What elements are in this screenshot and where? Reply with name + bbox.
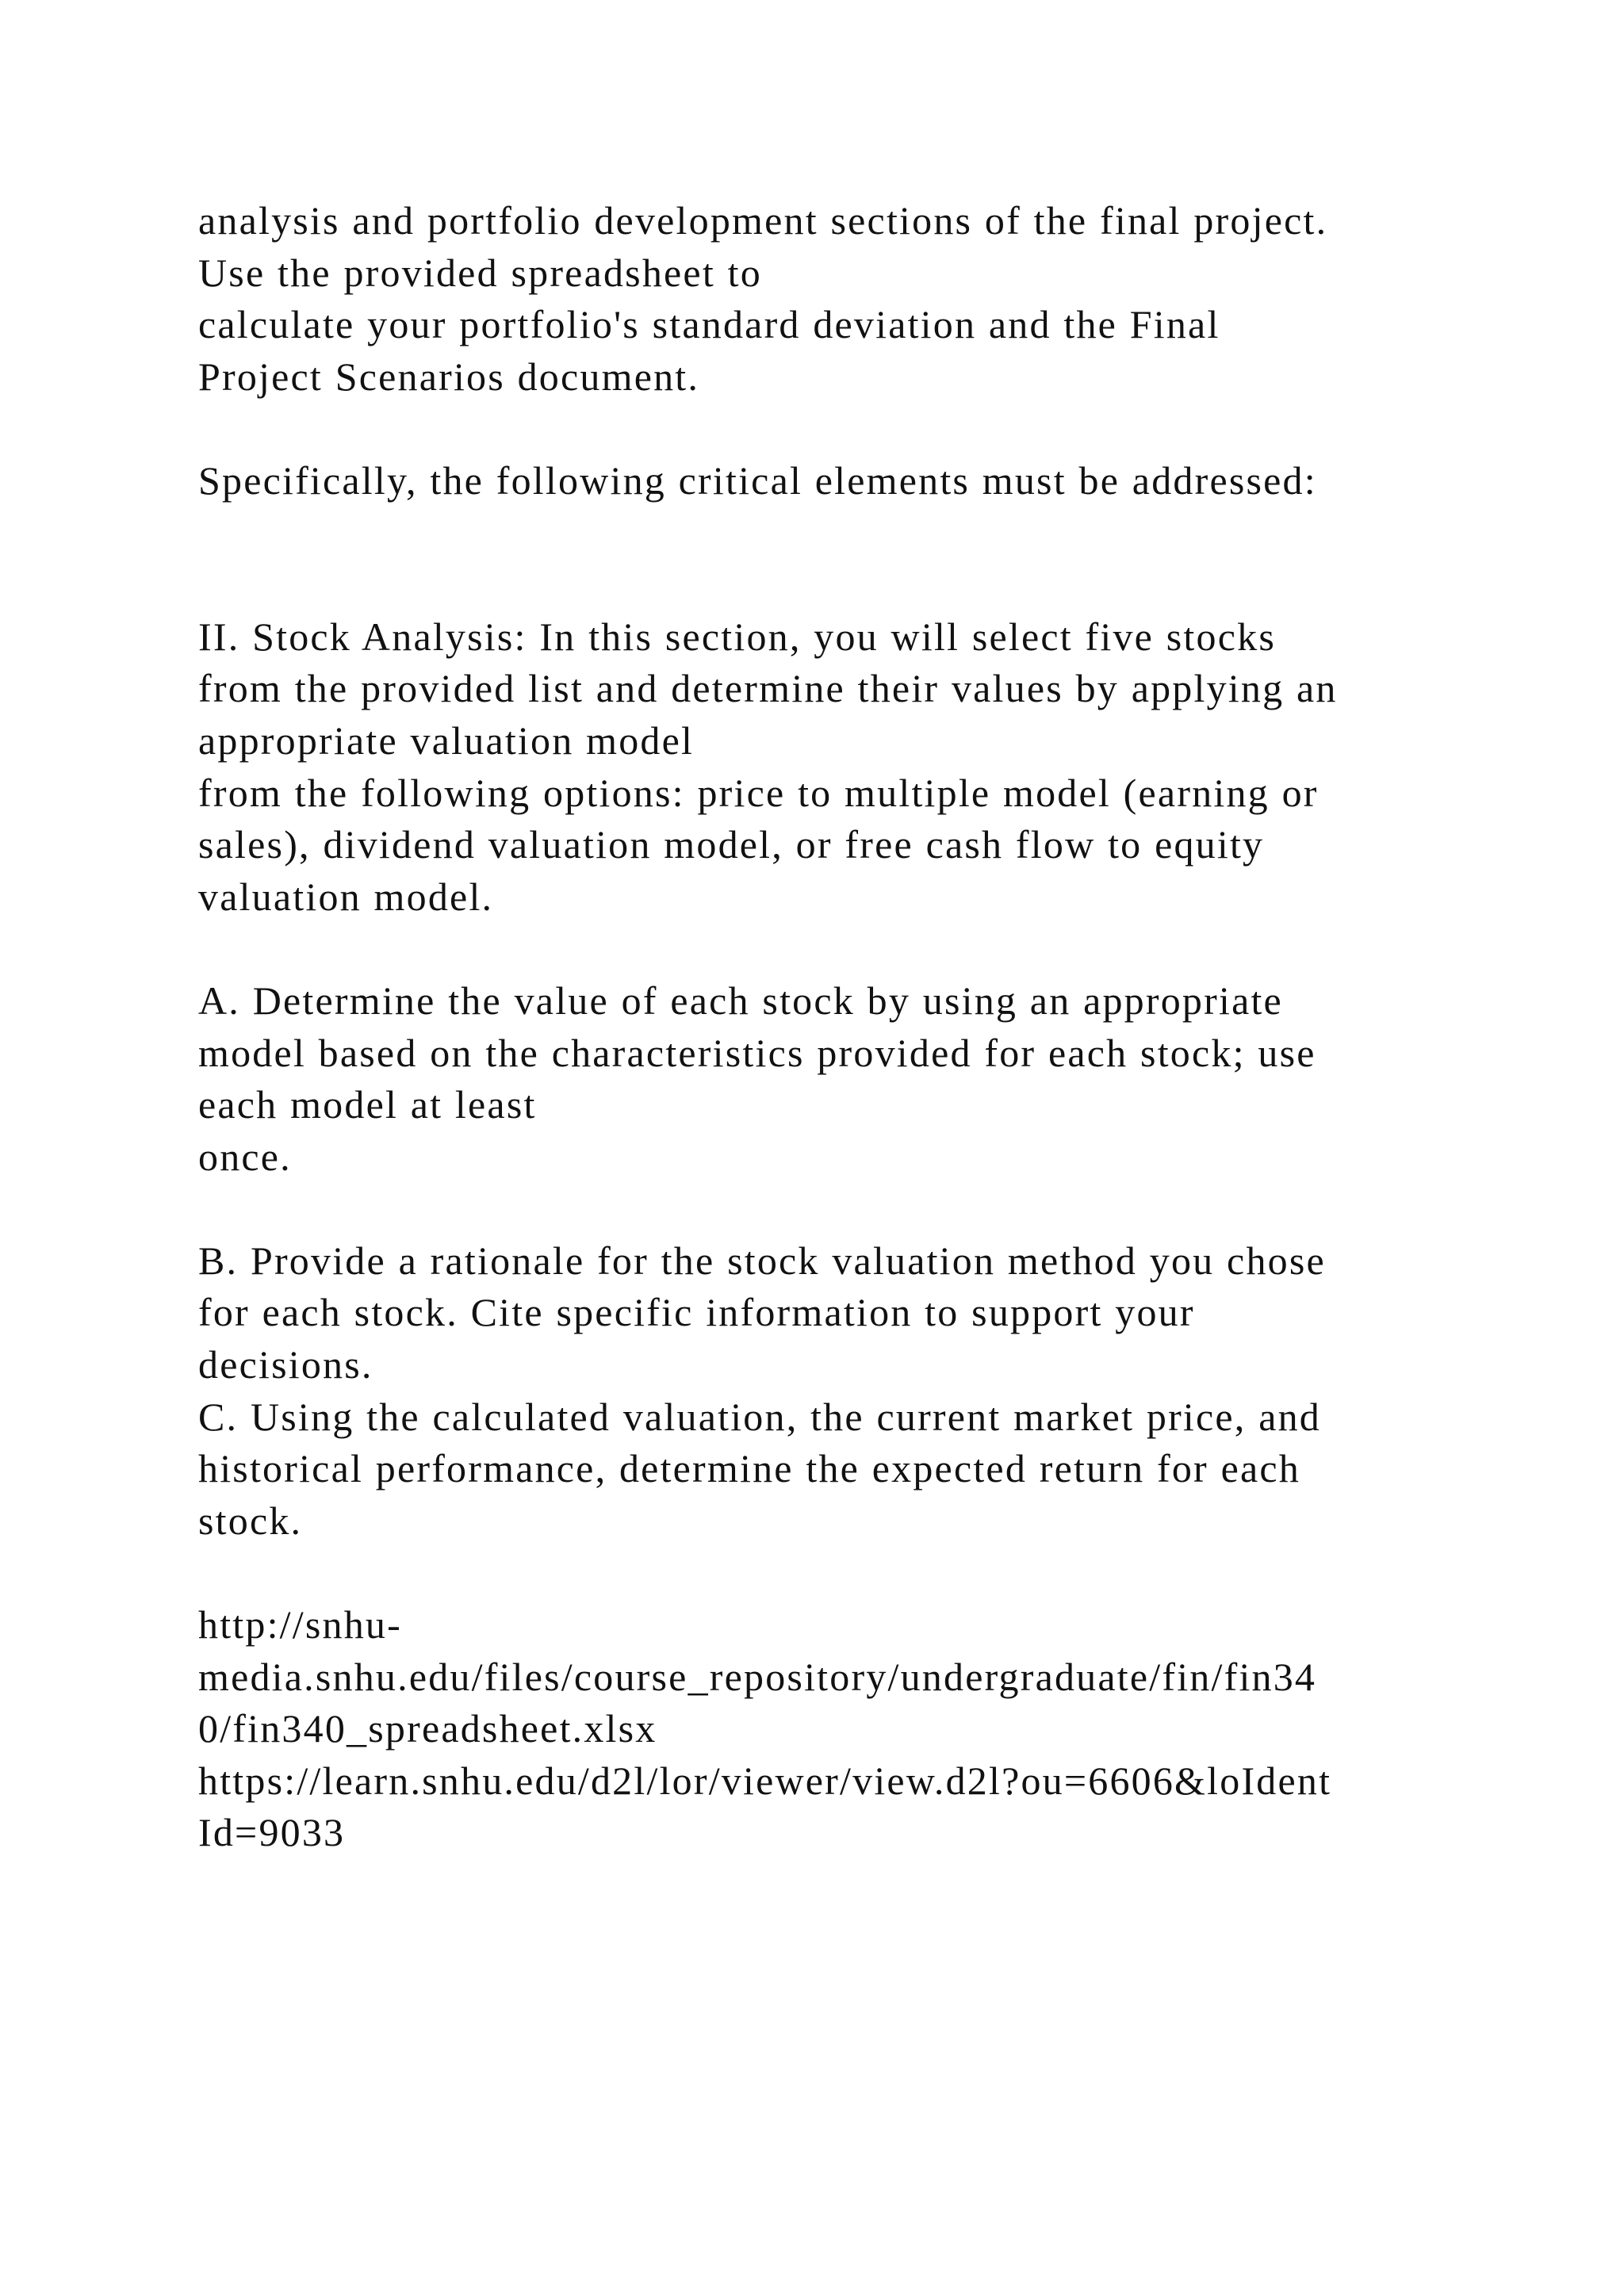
url-line: media.snhu.edu/files/course_repository/undergraduate/fin/fin34 <box>198 1654 1317 1699</box>
text-line: model based on the characteristics provided for each stock; use <box>198 1030 1316 1075</box>
document-body <box>198 195 1483 1859</box>
text-line: Specifically, the following critical elements must be addressed: <box>198 457 1317 503</box>
text-line: historical performance, determine the expected return for each <box>198 1446 1300 1491</box>
blank-line <box>198 559 1483 611</box>
item-b-line: B. Provide a rationale for the stock valuation method you chose <box>198 1238 1326 1283</box>
text-line: analysis and portfolio development sections of the final project. <box>198 198 1328 243</box>
url-line: Id=9033 <box>198 1810 346 1855</box>
blank-line <box>198 403 1483 455</box>
blank-line <box>198 1183 1483 1235</box>
item-c-line: C. Using the calculated valuation, the current market price, and <box>198 1394 1321 1439</box>
text-line: stock. <box>198 1498 303 1543</box>
blank-line <box>198 1547 1483 1599</box>
url-line: 0/fin340_spreadsheet.xlsx <box>198 1706 657 1751</box>
text-line: Project Scenarios document. <box>198 354 700 399</box>
text-line: from the provided list and determine their values by applying an <box>198 666 1338 711</box>
text-line: calculate your portfolio's standard deviation and the Final <box>198 302 1220 347</box>
text-line: Use the provided spreadsheet to <box>198 250 762 295</box>
url-line: https://learn.snhu.edu/d2l/lor/viewer/view.d2l?ou=6606&loIdent <box>198 1758 1332 1803</box>
text-line: appropriate valuation model <box>198 718 695 763</box>
text-line: for each stock. Cite specific information to support your <box>198 1290 1195 1335</box>
text-line: decisions. <box>198 1342 373 1387</box>
text-line: each model at least <box>198 1082 537 1127</box>
text-line: sales), dividend valuation model, or free cash flow to equity <box>198 822 1265 867</box>
text-line: once. <box>198 1134 292 1179</box>
item-a-line: A. Determine the value of each stock by using an appropriate <box>198 978 1283 1023</box>
text-line: from the following options: price to multiple model (earning or <box>198 770 1319 815</box>
section-heading-line: II. Stock Analysis: In this section, you will select five stocks <box>198 614 1276 659</box>
blank-line <box>198 923 1483 975</box>
blank-line <box>198 507 1483 560</box>
url-line: http://snhu- <box>198 1602 402 1647</box>
text-line: valuation model. <box>198 874 494 919</box>
